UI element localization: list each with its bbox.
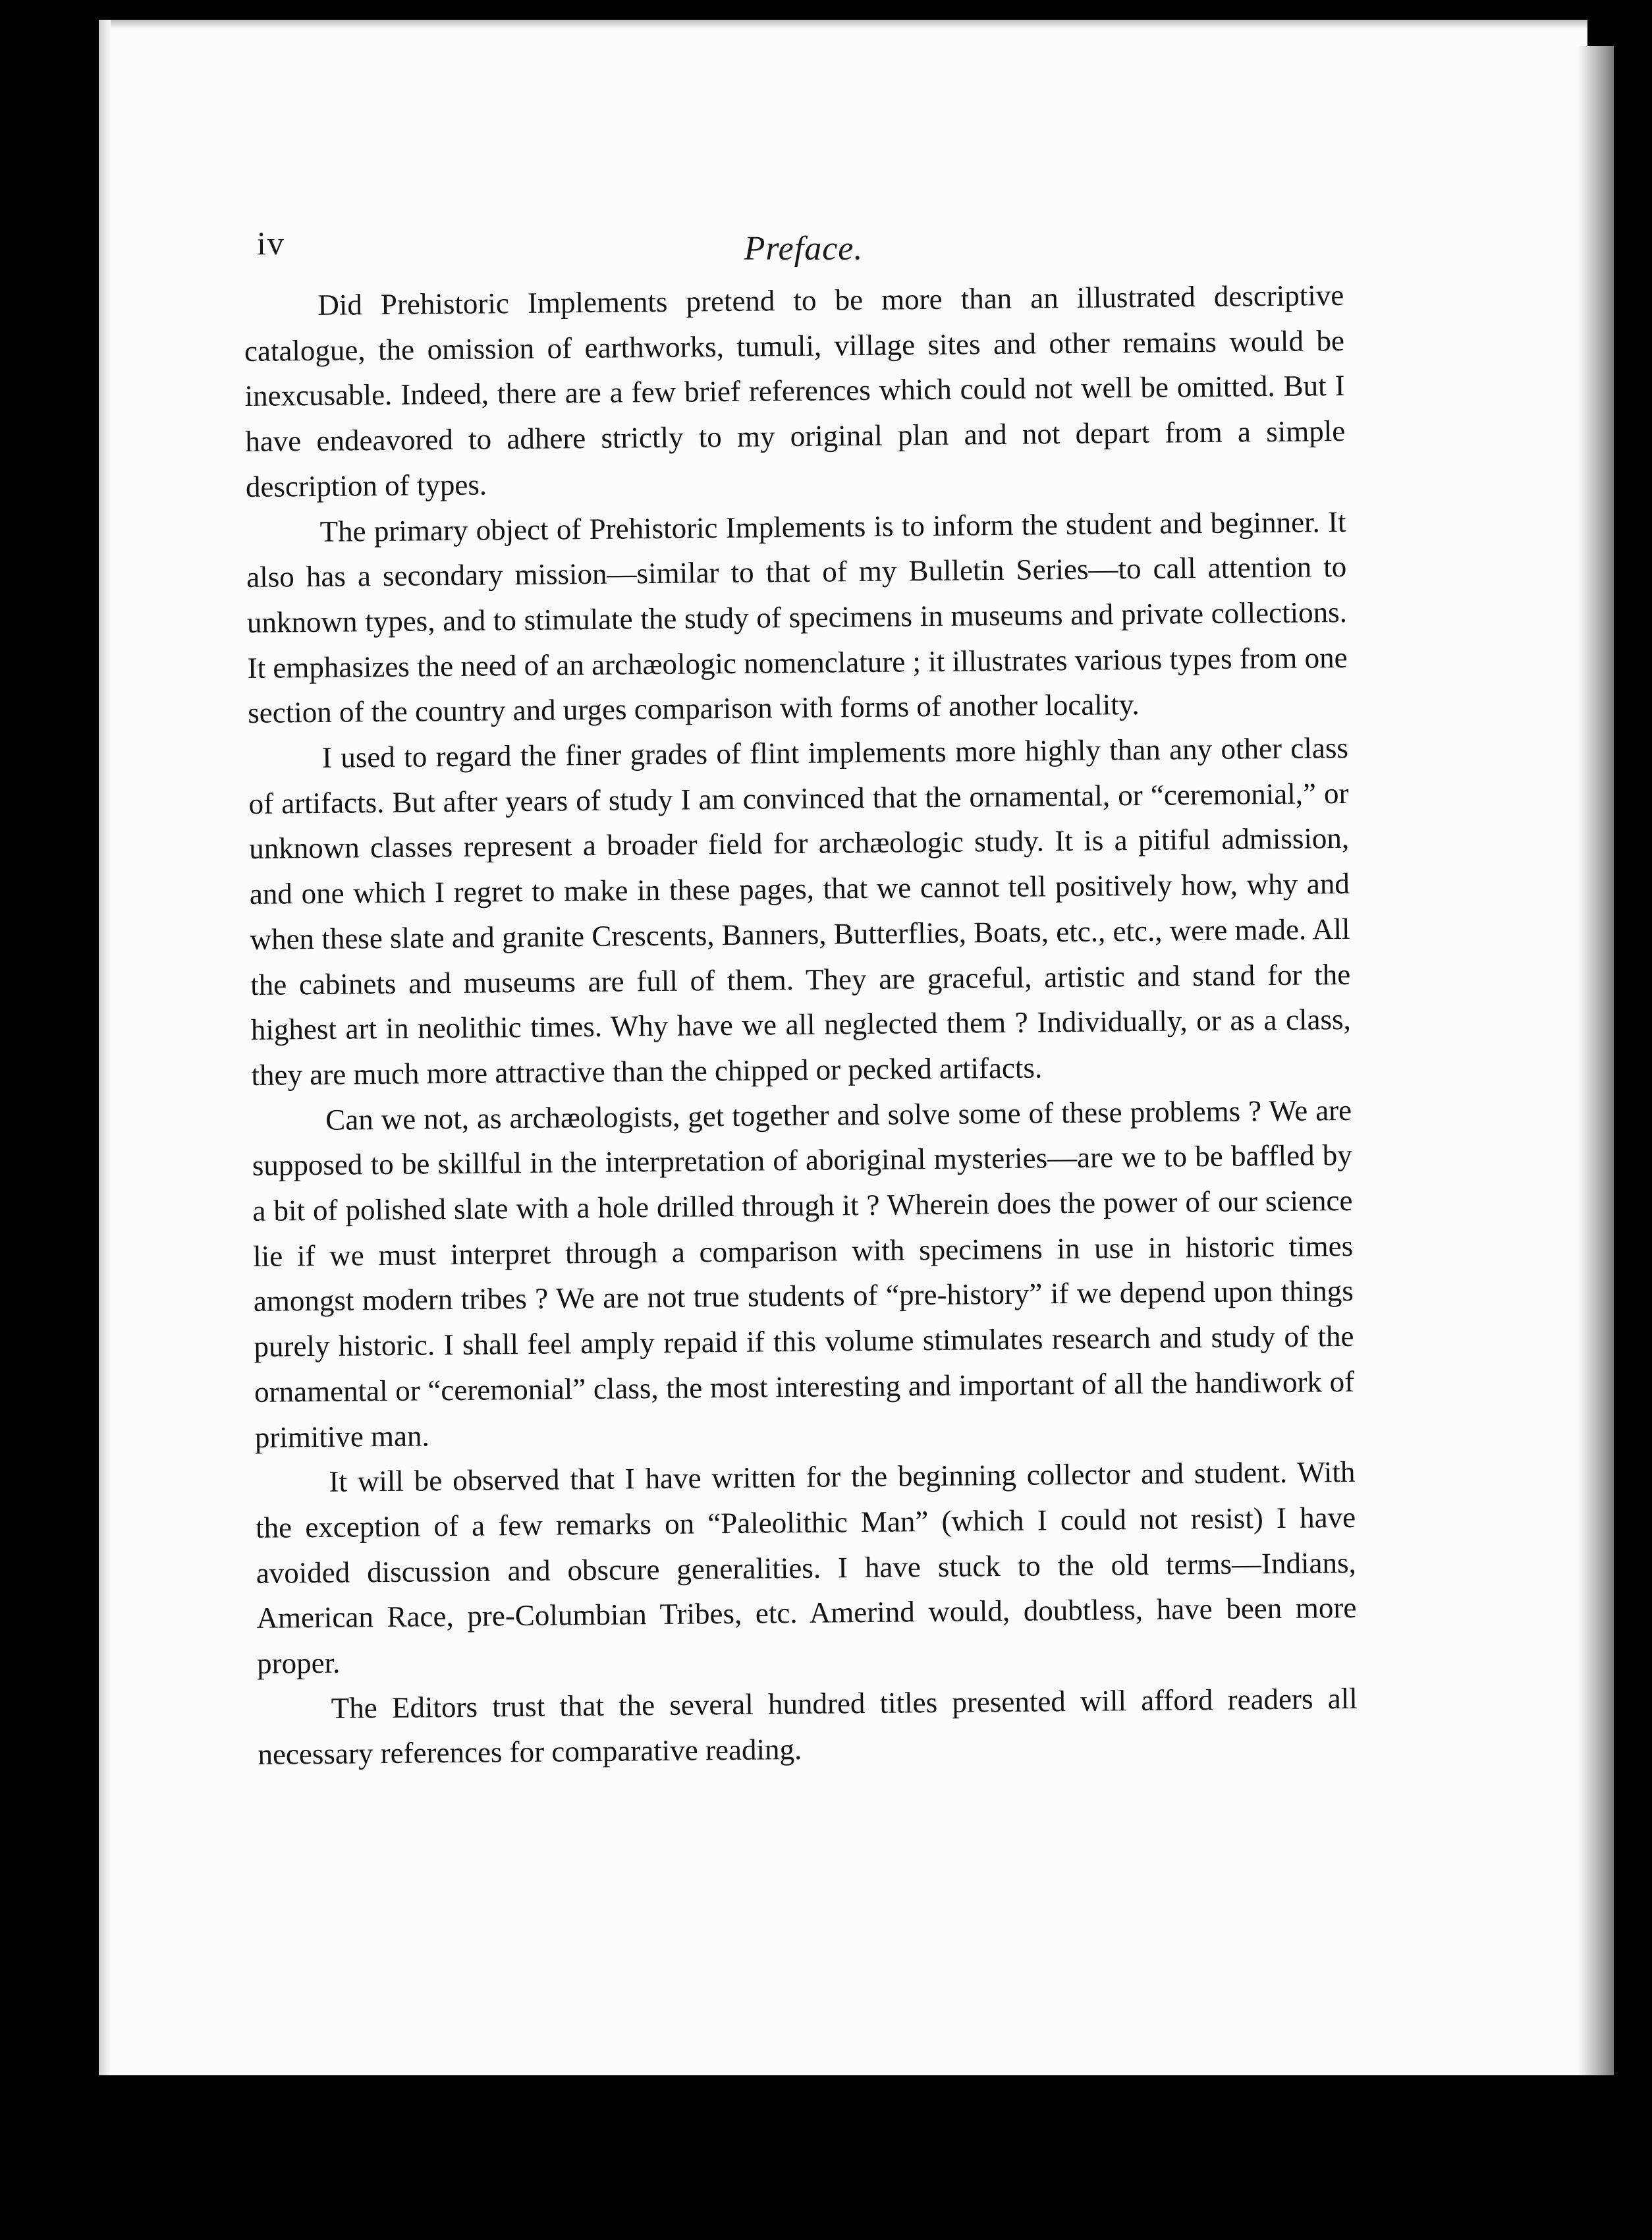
- running-head: Preface.: [744, 230, 864, 267]
- paragraph: The primary object of Prehistoric Implements is to inform the student and beginner. It also has a secondary mission—similar to that of my Bulletin Series—to call attention to unknown types, and to stimulate the study of specimens in museums and private collections. It emphasizes the need of an archæologic nomenclature ; it illustrates various types from one section of the country and urges comparison with forms of another locality.: [246, 505, 1348, 730]
- paragraph: It will be observed that I have written for the beginning collector and student. With the exception of a few remarks on “Paleolithic Man” (which I could not resist) I have avoided discussion and obscure generalities. I have stuck to the old terms—Indians, American Race, pre-Columbian Tribes, etc. Amerind would, doubtless, have been more proper.: [255, 1455, 1357, 1680]
- page-left-shadow: [99, 20, 111, 2075]
- paragraph: The Editors trust that the several hundred titles presented will afford readers all necessary references for comparative reading.: [258, 1681, 1358, 1771]
- page-number: iv: [257, 225, 285, 262]
- paragraph: Can we not, as archæologists, get together and solve some of these problems ? We are supposed to be skillful in the interpretation of aboriginal mysteries—are we to be baffled by a bit of polished slate with a hole drilled through it ? Wherein does the power of our science lie if we must interpret through a comparison with specimens in use in historic times amongst modern tribes ? We are not true students of “pre-history” if we depend upon things purely historic. I shall feel amply repaid if this volume stimulates research and study of the ornamental or “ceremonial” class, the most interesting and important of all the handiwork of primitive man.: [252, 1093, 1355, 1454]
- page-edge-shadow: [1578, 46, 1614, 2075]
- page-top-shadow: [99, 20, 1587, 29]
- paragraph: Did Prehistoric Implements pretend to be more than an illustrated descriptive catalogue, the omission of earthworks, tumuli, village sites and other remains would be inexcusable. Indeed, there are a few brief references which could not well be omitted. But I have endeavored to adhere strictly to my original plan and not depart from a simple description of types.: [244, 278, 1346, 503]
- paragraph: I used to regard the finer grades of flint implements more highly than any other class of artifacts. But after years of study I am convinced that the ornamental, or “ceremonial,” or unknown classes represent a broader field for archæologic study. It is a pitiful admission, and one which I regret to make in these pages, that we cannot tell positively how, why and when these slate and granite Crescents, Banners, Butterflies, Boats, etc., etc., were made. All the cabinets and museums are full of them. They are graceful, artistic and stand for the highest art in neolithic times. Why have we all neglected them ? Individually, or as a class, they are much more attractive than the chipped or pecked artifacts.: [248, 731, 1352, 1092]
- body-text: [244, 273, 1358, 1777]
